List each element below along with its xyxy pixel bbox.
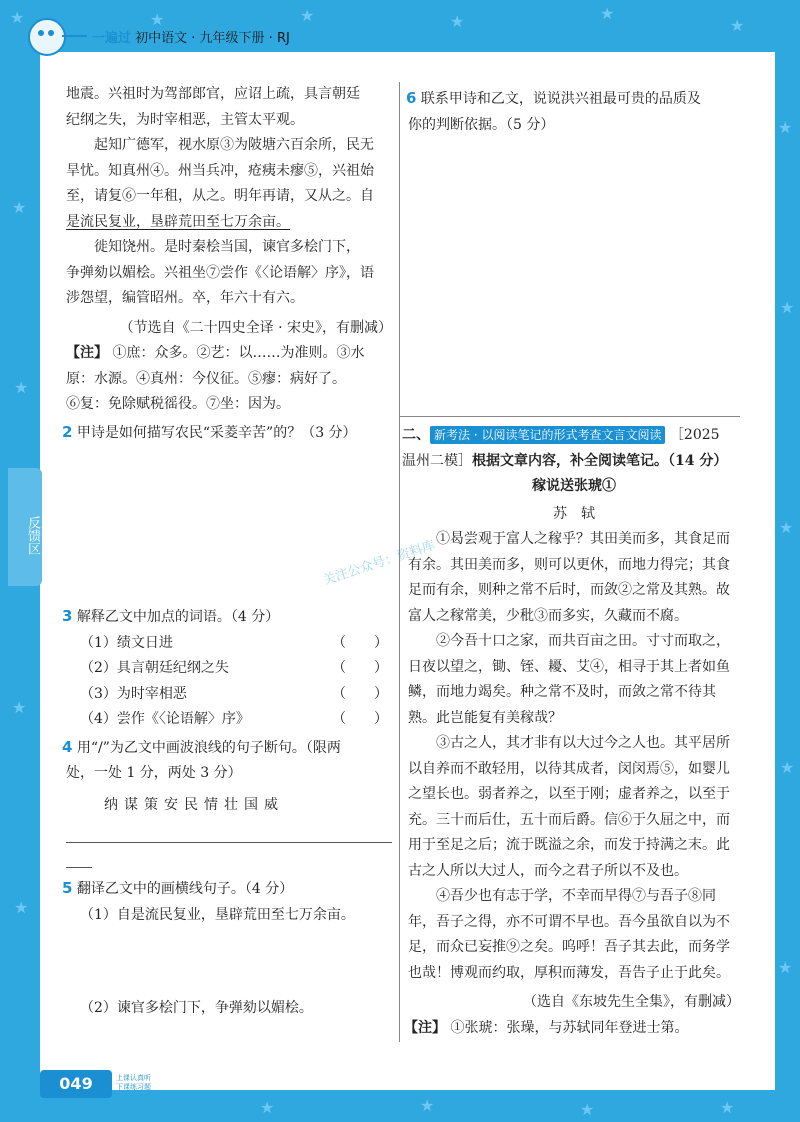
question-text: 甲诗是如何描写农民“采菱辛苦”的？（3 分） <box>76 424 357 441</box>
text-line: 地震。兴祖时为驾部郎官，应诏上疏，具言朝廷 <box>66 86 360 102</box>
right-column <box>402 84 740 1041</box>
exam-tag: 新考法 · 以阅读笔记的形式考查文言文阅读 <box>430 426 665 444</box>
section-header <box>402 423 740 449</box>
page-number: 049 <box>40 1070 112 1098</box>
note-text: ⑥复：免除赋税徭役。⑦坐：因为。 <box>66 396 290 412</box>
star-icon: ★ <box>780 758 795 777</box>
star-icon: ★ <box>150 10 165 29</box>
question-text: 你的判断依据。（5 分） <box>408 116 555 133</box>
star-icon: ★ <box>10 8 25 27</box>
passage-title: 稼说送张琥① <box>532 478 616 494</box>
note-text: ①张琥：张璪，与苏轼同年登进士第。 <box>450 1019 689 1036</box>
sentence-to-punctuate: 纳谋策安民情壮国威 <box>104 796 284 813</box>
text-line: 起知广德军，视水原③为陂塘六百余所，民无 <box>94 137 374 153</box>
question-text: 处，一处 1 分，两处 3 分） <box>66 765 242 781</box>
section-number: 二、 <box>402 427 430 443</box>
brand-logo: 一遍过 <box>92 31 132 46</box>
star-icon: ★ <box>780 298 795 317</box>
star-icon: ★ <box>778 118 793 137</box>
question-3 <box>62 604 392 631</box>
question-6 <box>406 86 740 113</box>
question-number: 4 <box>62 737 73 756</box>
answer-line[interactable] <box>66 842 392 843</box>
question-2 <box>62 420 392 447</box>
star-icon: ★ <box>420 1096 435 1115</box>
footer-slogan: 上课认真听 下课练习题 <box>116 1074 151 1091</box>
sub-item: （3）为时宰相恶 （ ） <box>66 682 392 708</box>
sub-item: （2）具言朝廷纪纲之失 （ ） <box>66 656 392 682</box>
star-icon: ★ <box>730 16 745 35</box>
passage-paragraph: ④吾少也有志于学，不幸而早得⑦与吾子⑧同年，吾子之得，亦不可谓不早也。吾今虽欲自以为不足，而众已妄推⑨之矣。呜呼！吾子其去此，而务学也哉！博观而约取，厚积而薄发，吾告子止于此矣。 <box>408 888 730 981</box>
text-line: 徙知饶州。是时秦桧当国，谏官多桧门下， <box>94 239 360 255</box>
mascot-icon <box>28 18 66 56</box>
question-text: 解释乙文中加点的词语。（4 分） <box>76 609 280 625</box>
star-icon: ★ <box>12 698 27 717</box>
instruction: 根据文章内容，补全阅读笔记。（14 分） <box>472 452 728 469</box>
answer-line[interactable] <box>66 867 92 868</box>
star-icon: ★ <box>300 6 315 25</box>
answer-space[interactable] <box>66 928 392 996</box>
section-divider <box>400 416 740 417</box>
answer-blank[interactable]: （ ） <box>332 660 388 676</box>
question-text: 用“/”为乙文中画波浪线的句子断句。（限两 <box>76 739 341 756</box>
star-icon: ★ <box>14 898 29 917</box>
question-number: 5 <box>62 879 73 897</box>
question-5 <box>62 876 392 903</box>
sub-item: （2）谏官多桧门下，争弹劾以媚桧。 <box>80 1000 313 1016</box>
passage-paragraph: ①曷尝观于富人之稼乎？其田美而多，其食足而有余。其田美而多，则可以更休，而地力得完；其食足而有余，则种之常不后时，而敛②之常及其熟。故富人之稼常美，少秕③而多实，久藏而不腐。 <box>408 531 730 624</box>
star-icon: ★ <box>260 1098 275 1117</box>
notes <box>66 341 392 367</box>
text-line: 涉怨望，编管昭州。卒，年六十有六。 <box>66 290 304 306</box>
question-text: 联系甲诗和乙文，说说洪兴祖最可贵的品质及 <box>420 91 701 107</box>
answer-blank[interactable]: （ ） <box>332 711 388 727</box>
answer-space[interactable] <box>66 446 392 602</box>
sub-item: （4）尝作《〈论语解〉序》 （ ） <box>66 707 392 733</box>
question-number: 6 <box>406 89 417 107</box>
answer-space[interactable] <box>408 138 740 410</box>
text-line: 旱忧。知真州④。州当兵冲，疮痍未瘳⑤，兴祖始 <box>66 162 374 179</box>
star-icon: ★ <box>779 518 794 537</box>
passage-paragraph: ②今吾十口之家，而共百亩之田。寸寸而取之，日夜以望之，锄、铚、耰、艾④，相寻于其上者如鱼鳞，而地力竭矣。种之常不及时，而敛之常不待其熟。此岂能复有美稼哉？ <box>408 633 730 726</box>
note-label: 【注】 <box>404 1019 446 1036</box>
notes <box>404 1016 740 1042</box>
feedback-tab[interactable]: 反馈区 <box>8 468 42 586</box>
exam-year: ［2025 <box>669 427 720 443</box>
text-line: 争弹劾以媚桧。兴祖坐⑦尝作《〈论语解〉序》，语 <box>66 264 374 281</box>
note-text: ①庶：众多。②艺：以……为准则。③水 <box>112 345 365 361</box>
left-column <box>62 82 392 1022</box>
source-citation: （选自《东坡先生全集》，有删减） <box>523 994 740 1010</box>
page-header <box>0 0 800 52</box>
passage-author: 苏 轼 <box>553 505 595 522</box>
sub-item: （1）绩文日进 （ ） <box>66 631 392 657</box>
star-icon: ★ <box>450 12 465 31</box>
star-icon: ★ <box>14 378 29 397</box>
text-line: 纪纲之失，为时宰相恶，主管太平观。 <box>66 111 304 128</box>
answer-blank[interactable]: （ ） <box>332 634 388 651</box>
underlined-sentence: 是流民复业，垦辟荒田至七万余亩。 <box>66 213 290 230</box>
star-icon: ★ <box>12 198 27 217</box>
star-icon: ★ <box>720 1098 735 1117</box>
question-4 <box>62 735 392 762</box>
column-divider <box>399 82 400 1042</box>
note-label: 【注】 <box>66 345 108 361</box>
exam-origin: 温州二模］ <box>402 452 472 469</box>
star-icon: ★ <box>600 4 615 23</box>
question-text: 翻译乙文中的画横线句子。（4 分） <box>76 881 294 897</box>
star-icon: ★ <box>778 958 793 977</box>
source-citation: （节选自《二十四史全译 · 宋史》，有删减） <box>119 319 392 336</box>
sub-item: （1）自是流民复业，垦辟荒田至七万余亩。 <box>80 906 355 923</box>
book-title: 初中语文 · 九年级下册 · RJ <box>135 31 290 46</box>
question-number: 3 <box>62 607 73 625</box>
question-number: 2 <box>62 422 73 441</box>
text-line: 至，请复⑥一年租，从之。明年再请，又从之。自 <box>66 188 374 204</box>
answer-blank[interactable]: （ ） <box>332 685 388 702</box>
note-text: 原：水源。④真州：今仪征。⑤瘳：病好了。 <box>66 370 346 387</box>
star-icon: ★ <box>580 1100 595 1119</box>
header-title <box>92 27 290 46</box>
watermark: 关注公众号：资料库 <box>321 538 438 589</box>
passage-paragraph: ③古之人，其才非有以大过今之人也。其平居所以自养而不敢轻用，以待其成者，闵闵焉⑤，如婴儿之望长也。弱者养之，以至于刚；虚者养之，以至于充。三十而后仕，五十而后爵。信⑥于久屈之中，而用于至足之后；流于既溢之余，而发于持满之末。此古之人所以大过人，而今之君子所以不及也。 <box>408 735 730 879</box>
